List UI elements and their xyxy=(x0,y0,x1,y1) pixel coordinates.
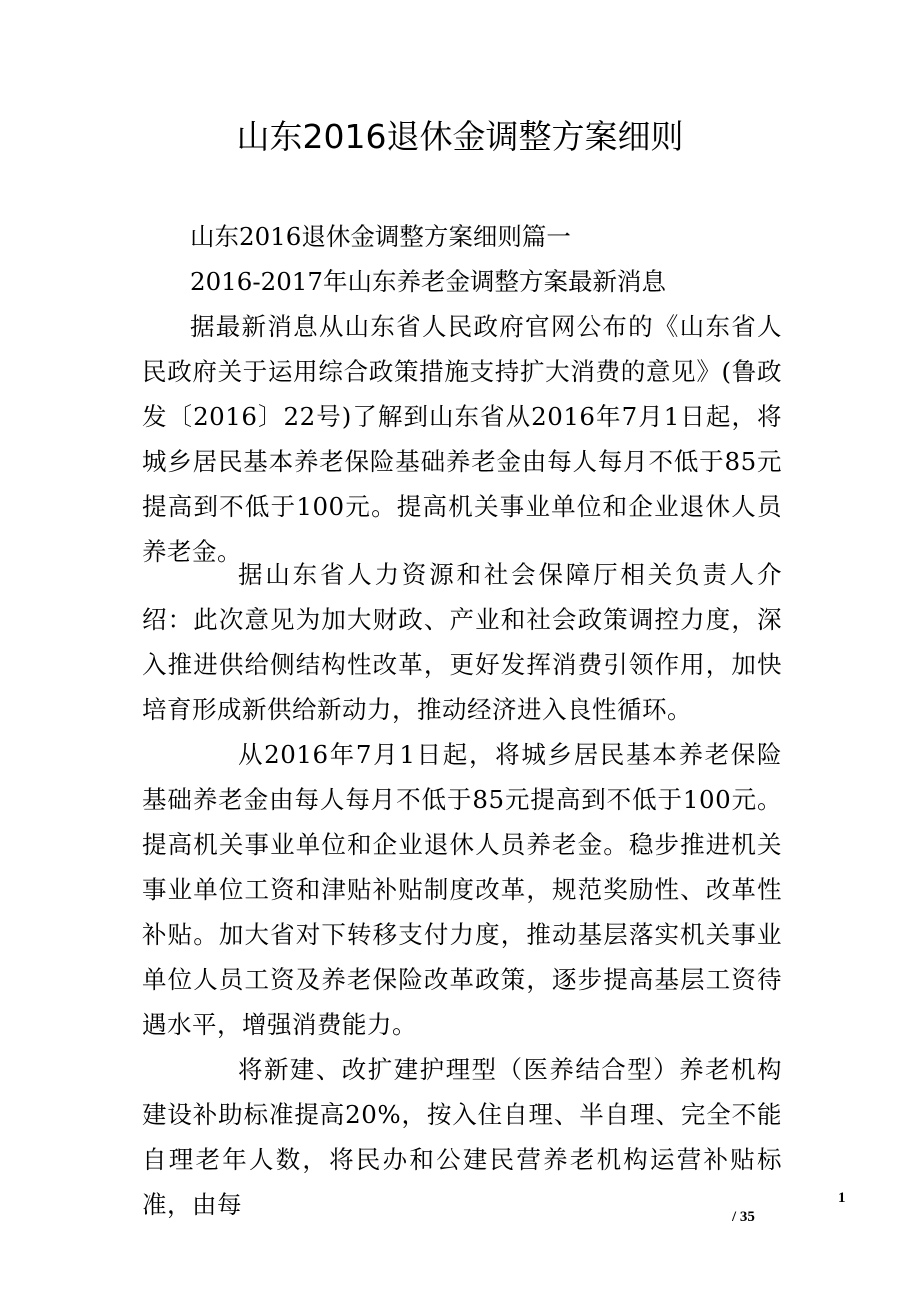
section-heading: 山东2016退休金调整方案细则篇一 xyxy=(190,222,571,251)
page-title: 山东2016退休金调整方案细则 xyxy=(236,117,684,156)
paragraph-2: 据山东省人力资源和社会保障厅相关负责人介绍：此次意见为加大财政、产业和社会政策调控力度，深入推进供给侧结构性改革，更好发挥消费引领作用，加快培育形成新供给新动力，推动经济进入良性循环。 xyxy=(142,560,782,724)
paragraph-4: 将新建、改扩建护理型（医养结合型）养老机构建设补助标准提高20%，按入住自理、半自理、完全不能自理老年人数，将民办和公建民营养老机构运营补贴标准，由每 xyxy=(142,1055,782,1219)
paragraph-3: 从2016年7月1日起，将城乡居民基本养老保险基础养老金由每人每月不低于85元提高到不低于100元。提高机关事业单位和企业退休人员养老金。稳步推进机关事业单位工资和津贴补贴制度改革，规范奖励性、改革性补贴。加大省对下转移支付力度，推动基层落实机关事业单位人员工资及养老保险改革政策，逐步提高基层工资待遇水平，增强消费能力。 xyxy=(142,740,782,1039)
paragraph-1: 据最新消息从山东省人民政府官网公布的《山东省人民政府关于运用综合政策措施支持扩大消费的意见》(鲁政发〔2016〕22号)了解到山东省从2016年7月1日起，将城乡居民基本养老保险基础养老金由每人每月不低于85元提高到不低于100元。提高机关事业单位和企业退休人员养老金。 xyxy=(142,312,782,566)
page-number: 1 xyxy=(838,1190,846,1206)
sub-heading: 2016-2017年山东养老金调整方案最新消息 xyxy=(190,267,666,296)
page-total: / 35 xyxy=(732,1209,755,1225)
